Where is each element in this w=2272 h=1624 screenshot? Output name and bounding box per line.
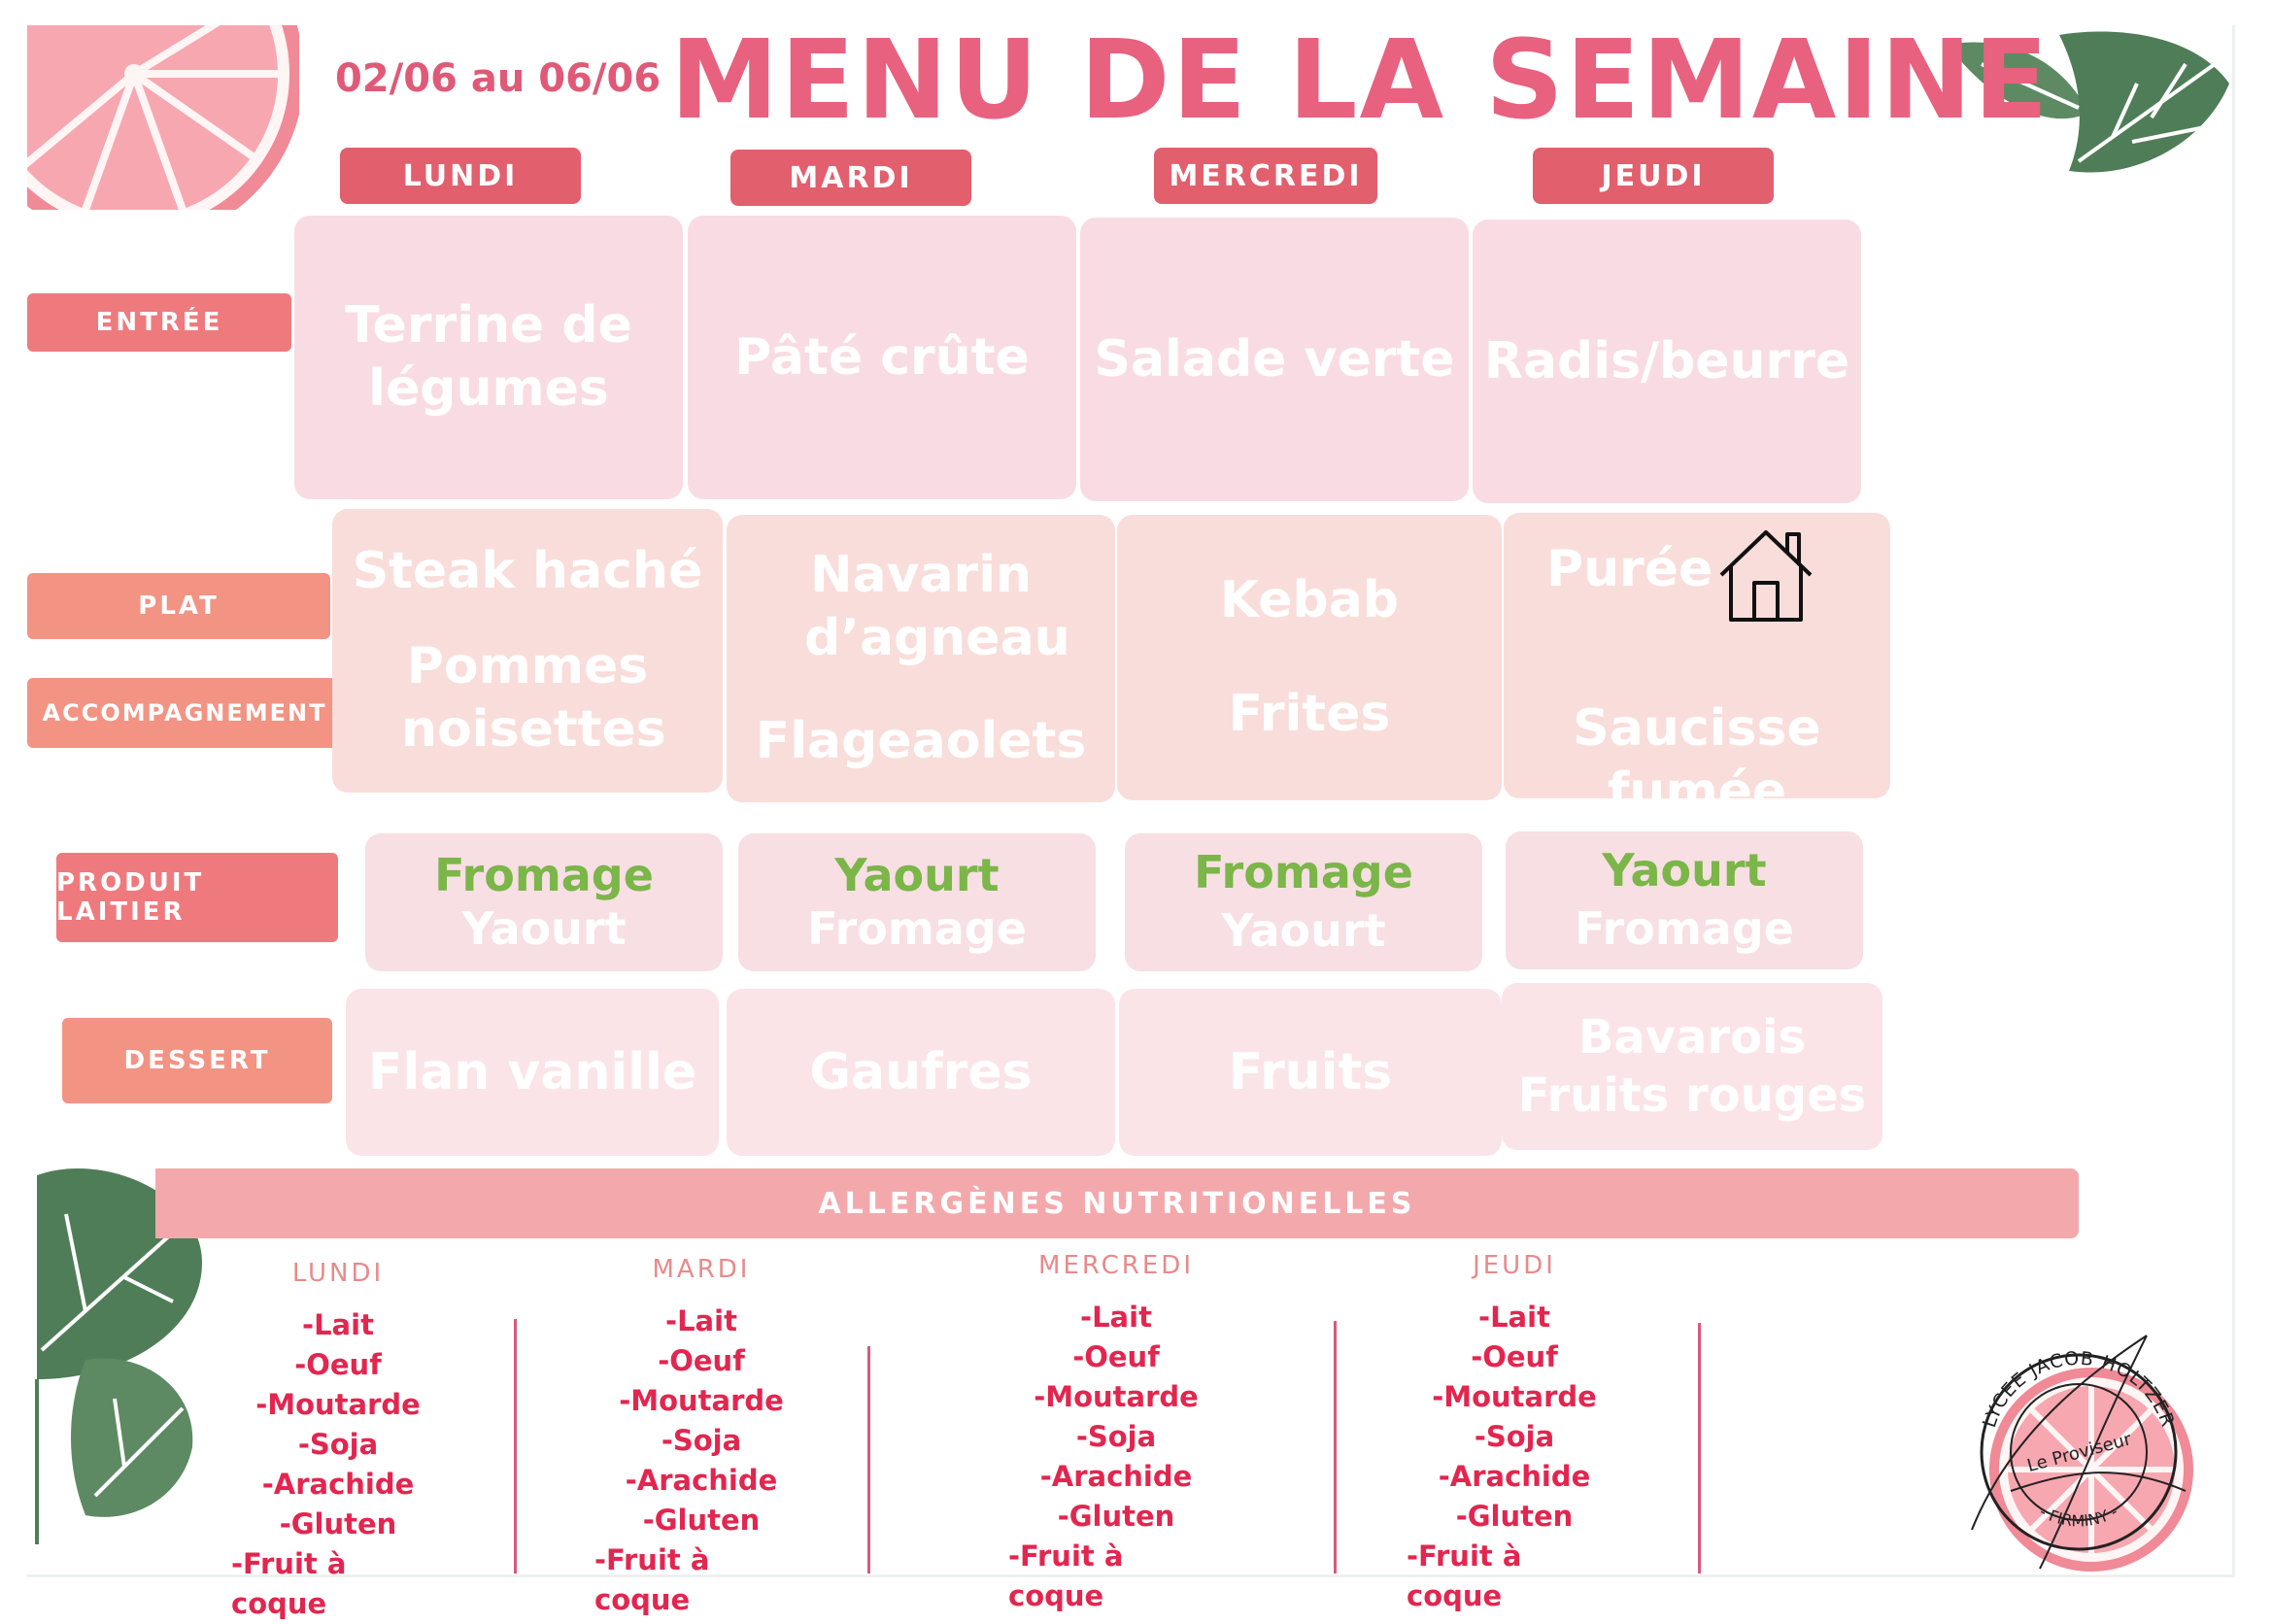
plat-mercredi-main: Kebab bbox=[1219, 571, 1400, 629]
allergen-column-mercredi bbox=[1008, 1251, 1224, 1616]
allergen-separator bbox=[1334, 1321, 1337, 1573]
allergen-item: -Arachide bbox=[261, 1468, 415, 1501]
laitier-mardi-green: Yaourt bbox=[834, 848, 1000, 901]
plat-jeudi-side: Saucisse fumée bbox=[1573, 699, 1821, 821]
allergen-item: -Soja bbox=[1075, 1420, 1157, 1453]
row-label-produit-laitier: PRODUIT LAITIER bbox=[56, 853, 338, 942]
school-stamp bbox=[1952, 1316, 2205, 1578]
day-tab-jeudi: JEUDI bbox=[1533, 148, 1774, 204]
dessert-mardi bbox=[727, 989, 1115, 1156]
dessert-mercredi-line1: Fruits bbox=[1228, 1042, 1393, 1101]
allergen-item: -Oeuf bbox=[294, 1348, 382, 1381]
plat-jeudi-main: Purée bbox=[1546, 540, 1713, 598]
plat-lundi-main: Steak haché bbox=[352, 542, 703, 601]
dessert-mardi-line1: Gaufres bbox=[809, 1042, 1033, 1101]
allergen-item: -Oeuf bbox=[1072, 1340, 1160, 1373]
allergen-item: -Gluten bbox=[642, 1504, 761, 1537]
allergen-day-mercredi: MERCREDI bbox=[1038, 1251, 1194, 1280]
allergen-item: -Fruit à coque bbox=[231, 1547, 347, 1620]
laitier-lundi-white: Yaourt bbox=[461, 902, 627, 955]
dessert-jeudi-line1: Bavarois bbox=[1577, 1010, 1807, 1065]
entree-mercredi bbox=[1080, 218, 1469, 501]
laitier-jeudi bbox=[1506, 831, 1863, 969]
allergen-item: -Oeuf bbox=[1471, 1340, 1558, 1373]
allergen-day-mardi: MARDI bbox=[652, 1255, 751, 1284]
stamp-top-text: LYCEE JACOB HOLTZER bbox=[1979, 1347, 2179, 1431]
svg-text:- FIRMINY - bbox=[2037, 1503, 2121, 1531]
entree-jeudi bbox=[1473, 220, 1861, 503]
allergen-item: -Arachide bbox=[1438, 1460, 1591, 1493]
allergen-item: -Moutarde bbox=[1034, 1380, 1199, 1413]
day-tab-lundi: LUNDI bbox=[340, 148, 581, 204]
plat-mardi bbox=[727, 515, 1115, 802]
allergen-item: -Fruit à coque bbox=[1407, 1539, 1522, 1612]
house-icon bbox=[1715, 524, 1816, 626]
allergen-day-lundi: LUNDI bbox=[291, 1259, 385, 1288]
laitier-jeudi-green: Yaourt bbox=[1602, 844, 1767, 897]
allergen-item: -Soja bbox=[297, 1428, 379, 1461]
laitier-mercredi bbox=[1125, 833, 1482, 971]
date-range: 02/06 au 06/06 bbox=[335, 56, 661, 101]
entree-mercredi-line1: Salade verte bbox=[1094, 329, 1455, 389]
allergen-item: -Moutarde bbox=[255, 1388, 421, 1421]
plat-mardi-side: Flageaolets bbox=[755, 711, 1087, 770]
allergen-item: -Soja bbox=[1474, 1420, 1555, 1453]
allergen-item: -Lait bbox=[302, 1308, 374, 1341]
allergen-column-lundi bbox=[231, 1259, 445, 1624]
stamp-bottom-text: - FIRMINY - bbox=[2036, 1502, 2121, 1531]
dessert-lundi-line1: Flan vanille bbox=[367, 1042, 697, 1101]
allergen-item: -Gluten bbox=[279, 1507, 397, 1540]
entree-mardi bbox=[688, 216, 1076, 499]
row-label-plat: PLAT bbox=[27, 573, 330, 639]
allergen-item: -Fruit à coque bbox=[1008, 1539, 1124, 1612]
allergen-day-jeudi: JEUDI bbox=[1473, 1251, 1556, 1280]
allergen-item: -Soja bbox=[661, 1424, 742, 1457]
allergens-title: ALLERGÈNES NUTRITIONELLES bbox=[155, 1168, 2079, 1238]
allergen-column-mardi bbox=[594, 1255, 808, 1620]
day-tab-mercredi: MERCREDI bbox=[1154, 148, 1377, 204]
dessert-jeudi bbox=[1502, 983, 1882, 1150]
allergen-item: -Lait bbox=[1080, 1301, 1152, 1334]
allergen-separator bbox=[514, 1319, 517, 1573]
entree-lundi-line2: légumes bbox=[368, 359, 609, 418]
allergen-item: -Moutarde bbox=[1432, 1380, 1597, 1413]
plat-lundi-side: Pommes noisettes bbox=[401, 636, 666, 759]
dessert-jeudi-line2: Fruits rouges bbox=[1517, 1068, 1867, 1123]
day-tab-mardi: MARDI bbox=[730, 150, 971, 206]
dessert-lundi bbox=[346, 989, 719, 1156]
allergen-item: -Oeuf bbox=[658, 1344, 745, 1377]
entree-mardi-line1: Pâté crûte bbox=[734, 327, 1030, 387]
allergen-column-jeudi bbox=[1407, 1251, 1622, 1616]
allergen-item: -Arachide bbox=[1039, 1460, 1193, 1493]
allergen-item: -Gluten bbox=[1057, 1500, 1175, 1533]
allergen-item: -Lait bbox=[665, 1304, 737, 1337]
dessert-mercredi bbox=[1119, 989, 1502, 1156]
allergen-item: -Arachide bbox=[625, 1464, 778, 1497]
allergen-separator bbox=[867, 1346, 870, 1573]
row-label-dessert: DESSERT bbox=[62, 1018, 332, 1103]
laitier-mercredi-white: Yaourt bbox=[1221, 904, 1386, 957]
page-title: MENU DE LA SEMAINE bbox=[670, 17, 2051, 144]
allergen-item: -Gluten bbox=[1455, 1500, 1574, 1533]
entree-lundi bbox=[294, 216, 683, 499]
plat-jeudi bbox=[1504, 513, 1890, 821]
laitier-mardi bbox=[738, 833, 1096, 971]
entree-jeudi-line1: Radis/beurre bbox=[1483, 331, 1850, 390]
stamp-middle-text: Le Proviseur bbox=[2024, 1429, 2134, 1477]
row-label-entree: ENTRÉE bbox=[27, 293, 291, 352]
svg-text:LYCEE JACOB HOLTZER bbox=[1979, 1348, 2179, 1431]
plat-mercredi bbox=[1117, 515, 1502, 800]
row-label-accompagnement: ACCOMPAGNEMENT bbox=[27, 678, 342, 748]
laitier-lundi bbox=[365, 833, 723, 971]
plat-mercredi-side: Frites bbox=[1228, 685, 1391, 743]
grapefruit-slice-top-left bbox=[27, 25, 299, 210]
laitier-mardi-white: Fromage bbox=[807, 902, 1027, 955]
allergen-item: -Lait bbox=[1478, 1301, 1550, 1334]
plat-mardi-main: Navarin d’agneau bbox=[804, 546, 1070, 668]
laitier-lundi-green: Fromage bbox=[434, 848, 654, 901]
allergen-item: -Moutarde bbox=[619, 1384, 784, 1417]
laitier-mercredi-green: Fromage bbox=[1194, 846, 1413, 899]
plat-lundi bbox=[332, 509, 723, 793]
laitier-jeudi-white: Fromage bbox=[1575, 902, 1794, 955]
allergen-separator bbox=[1698, 1323, 1701, 1573]
allergen-item: -Fruit à coque bbox=[594, 1543, 710, 1616]
entree-lundi-line1: Terrine de bbox=[345, 296, 632, 355]
